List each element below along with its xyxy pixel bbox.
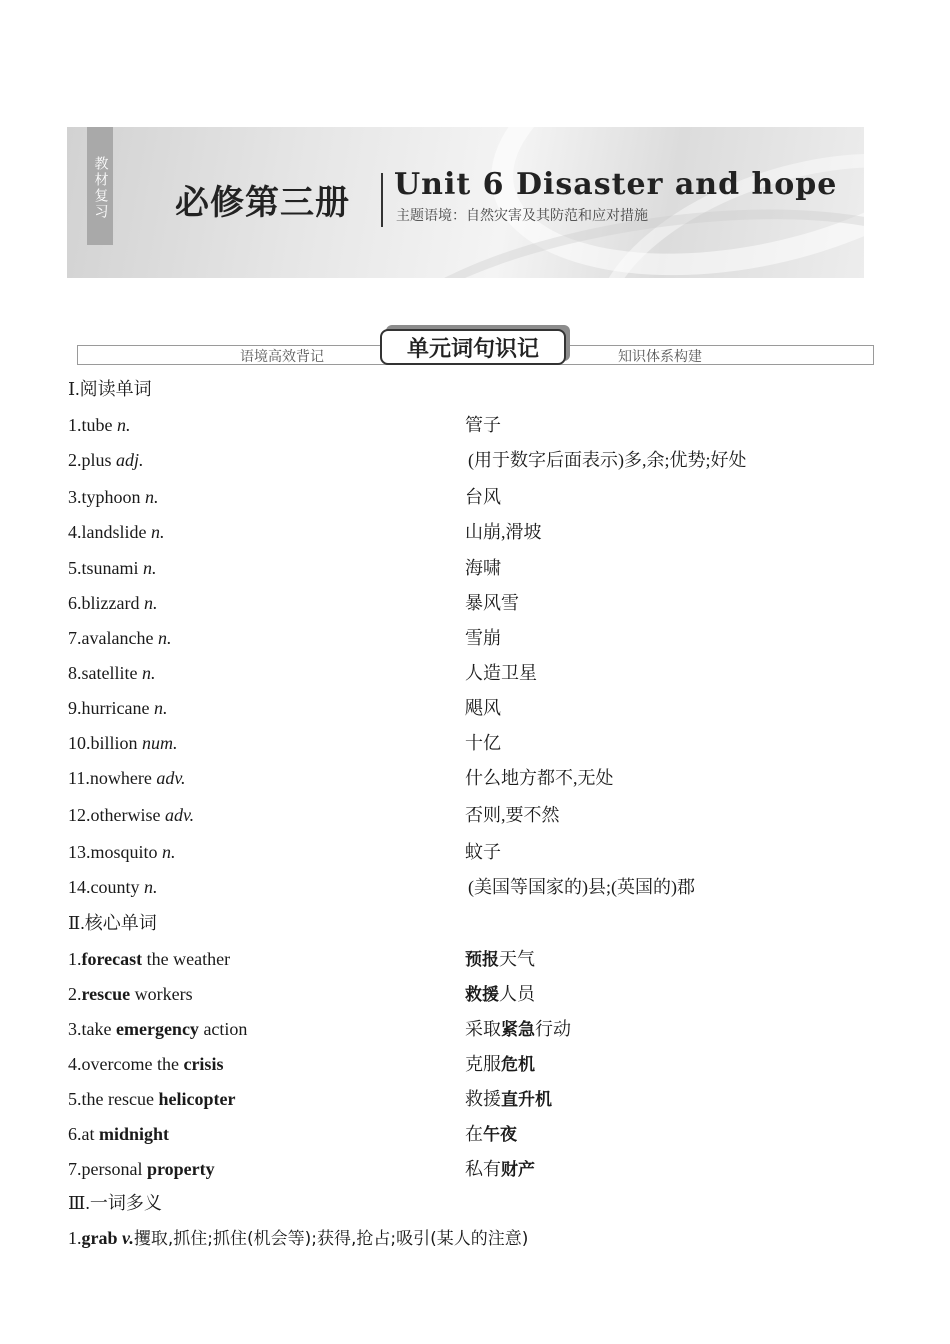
- vocab-headword: tsunami: [81, 558, 143, 578]
- vocab-row: [68, 626, 888, 650]
- part-of-speech: n.: [143, 593, 158, 613]
- phrase-zh-keyword: 直升机: [501, 1090, 552, 1110]
- vocab-row: [68, 661, 888, 685]
- phrase-zh-text: 采取: [465, 1019, 501, 1039]
- vocab-number: 5.: [68, 558, 82, 578]
- phrase-text: action: [198, 1019, 248, 1039]
- phrase-zh-keyword: 紧急: [501, 1020, 535, 1040]
- vocab-row: [68, 413, 888, 437]
- phrase-keyword: crisis: [183, 1054, 224, 1074]
- phrase-zh-text: 人员: [499, 984, 535, 1004]
- phrase-zh-text: 天气: [499, 949, 535, 969]
- vocab-meaning: (美国等国家的)县;(英国的)郡: [468, 877, 695, 897]
- phrase-number: 7.: [68, 1159, 82, 1179]
- vocab-word: [68, 766, 185, 790]
- vocab-meaning: 海啸: [465, 558, 501, 578]
- phrase-row: [68, 1157, 888, 1181]
- vocab-meaning: 人造卫星: [465, 663, 537, 683]
- vocab-headword: typhoon: [81, 487, 146, 507]
- phrase-text: the rescue: [81, 1089, 159, 1109]
- vocab-headword: satellite: [81, 663, 142, 683]
- phrase-zh-text: 在: [465, 1124, 483, 1144]
- vocab-meaning: 否则,要不然: [465, 805, 560, 825]
- phrase-english: [68, 982, 193, 1006]
- phrase-text: personal: [81, 1159, 147, 1179]
- part-of-speech: n.: [144, 877, 158, 897]
- polysemy-number: 1.: [68, 1228, 82, 1248]
- phrase-row: [68, 1052, 888, 1076]
- phrase-text: workers: [130, 984, 193, 1004]
- vocab-headword: landslide: [81, 522, 151, 542]
- vocab-row: [68, 875, 888, 899]
- vocab-row: [68, 520, 888, 544]
- part-of-speech: num.: [142, 733, 178, 753]
- phrase-english: [68, 947, 230, 971]
- vocab-number: 11.: [68, 768, 90, 788]
- phrase-text: take: [81, 1019, 116, 1039]
- vocab-headword: nowhere: [89, 768, 157, 788]
- part-of-speech: n.: [143, 558, 157, 578]
- vocab-word: [68, 485, 159, 509]
- book-title: 必修第三册: [175, 183, 350, 223]
- vocab-meaning: 什么地方都不,无处: [465, 768, 614, 788]
- phrase-row: [68, 1122, 888, 1146]
- part-of-speech: adv.: [164, 805, 195, 825]
- phrase-number: 5.: [68, 1089, 82, 1109]
- vocab-word: [68, 556, 157, 580]
- vocab-word: [68, 626, 171, 650]
- vocab-number: 8.: [68, 663, 82, 683]
- phrase-text: the weather: [142, 949, 231, 969]
- vocab-headword: plus: [81, 450, 117, 470]
- vocab-number: 13.: [68, 842, 91, 862]
- polysemy-meaning: 攫取,抓住;抓住(机会等);获得,抢占;吸引(某人的注意): [133, 1229, 529, 1249]
- vocab-headword: tube: [81, 415, 117, 435]
- phrase-zh-keyword: 救援: [465, 985, 499, 1005]
- phrase-row: [68, 982, 888, 1006]
- phrase-english: [68, 1122, 169, 1146]
- vocab-word: [68, 840, 176, 864]
- vocab-number: 6.: [68, 593, 82, 613]
- vocab-headword: avalanche: [81, 628, 158, 648]
- vocab-meaning: 山崩,滑坡: [465, 522, 542, 542]
- vocab-word: [68, 661, 155, 685]
- vocab-word: [68, 731, 178, 755]
- vocab-meaning: 管子: [465, 415, 501, 435]
- vocab-word: [68, 520, 165, 544]
- vocab-number: 4.: [68, 522, 82, 542]
- vocab-word: [68, 803, 194, 827]
- vocab-row: [68, 803, 888, 827]
- phrase-keyword: emergency: [115, 1019, 199, 1039]
- vocab-meaning: 暴风雪: [465, 593, 519, 613]
- phrase-chinese: [465, 982, 535, 1007]
- vocab-word: [68, 591, 157, 615]
- vocab-number: 10.: [68, 733, 91, 753]
- phrase-zh-keyword: 财产: [501, 1160, 535, 1180]
- vocab-row: [68, 696, 888, 720]
- phrase-keyword: property: [146, 1159, 215, 1179]
- phrase-zh-text: 私有: [465, 1159, 501, 1179]
- part-of-speech: n.: [141, 663, 156, 683]
- vocab-row: [68, 448, 888, 472]
- vocab-number: 12.: [68, 805, 91, 825]
- phrase-number: 3.: [68, 1019, 82, 1039]
- polysemy-heading: Ⅲ.一词多义: [68, 1193, 162, 1213]
- section-bar-right-label: 知识体系构建: [618, 349, 702, 365]
- core-words-heading: Ⅱ.核心单词: [68, 913, 157, 933]
- part-of-speech: v.: [122, 1228, 134, 1248]
- vocab-row: [68, 840, 888, 864]
- phrase-number: 6.: [68, 1124, 82, 1144]
- phrase-zh-keyword: 午夜: [483, 1125, 517, 1145]
- unit-banner: [67, 127, 864, 278]
- vocab-row: [68, 766, 888, 790]
- part-of-speech: n.: [117, 415, 131, 435]
- vocab-headword: blizzard: [81, 593, 144, 613]
- vocab-headword: county: [90, 877, 144, 897]
- unit-title: Unit 6 Disaster and hope: [394, 167, 838, 202]
- vocab-headword: mosquito: [90, 842, 163, 862]
- vocab-row: [68, 591, 888, 615]
- part-of-speech: n.: [145, 487, 159, 507]
- vocab-number: 7.: [68, 628, 82, 648]
- vocab-headword: billion: [90, 733, 143, 753]
- phrase-chinese: [465, 1122, 517, 1147]
- part-of-speech: n.: [153, 698, 168, 718]
- vocab-headword: hurricane: [81, 698, 154, 718]
- phrase-zh-text: 行动: [535, 1019, 571, 1039]
- phrase-chinese: [465, 1157, 535, 1182]
- phrase-number: 4.: [68, 1054, 82, 1074]
- phrase-keyword: helicopter: [158, 1089, 236, 1109]
- vocab-headword: otherwise: [90, 805, 165, 825]
- vocab-row: [68, 556, 888, 580]
- phrase-number: 1.: [68, 949, 82, 969]
- vocab-row: [68, 485, 888, 509]
- phrase-text: at: [81, 1124, 99, 1144]
- phrase-english: [68, 1087, 235, 1111]
- vocab-meaning: 十亿: [465, 733, 501, 753]
- phrase-english: [68, 1017, 247, 1041]
- phrase-zh-text: 救援: [465, 1089, 501, 1109]
- vocab-meaning: 蚊子: [465, 842, 501, 862]
- phrase-number: 2.: [68, 984, 82, 1004]
- part-of-speech: n.: [162, 842, 176, 862]
- phrase-english: [68, 1157, 215, 1181]
- vocab-meaning: (用于数字后面表示)多,余;优势;好处: [468, 450, 747, 470]
- vocab-meaning: 飓风: [465, 698, 501, 718]
- phrase-chinese: [465, 1052, 535, 1077]
- phrase-zh-keyword: 危机: [501, 1055, 535, 1075]
- phrase-keyword: forecast: [81, 949, 143, 969]
- vocab-number: 2.: [68, 450, 82, 470]
- side-tab-label: 教材复习: [87, 127, 113, 245]
- title-divider: [381, 173, 383, 227]
- vocab-number: 14.: [68, 877, 91, 897]
- vocab-row: [68, 731, 888, 755]
- vocab-word: [68, 696, 167, 720]
- part-of-speech: n.: [157, 628, 172, 648]
- vocab-word: [68, 413, 131, 437]
- part-of-speech: adv.: [156, 768, 186, 788]
- phrase-keyword: rescue: [81, 984, 131, 1004]
- phrase-zh-keyword: 预报: [465, 950, 499, 970]
- phrase-zh-text: 克服: [465, 1054, 501, 1074]
- part-of-speech: adj.: [116, 450, 144, 470]
- phrase-row: [68, 1087, 888, 1111]
- phrase-row: [68, 1017, 888, 1041]
- vocab-meaning: 雪崩: [465, 628, 501, 648]
- phrase-english: [68, 1052, 223, 1076]
- unit-subtitle: 主题语境：自然灾害及其防范和应对措施: [396, 208, 648, 224]
- phrase-text: overcome the: [81, 1054, 184, 1074]
- polysemy-row: [68, 1226, 528, 1251]
- phrase-keyword: midnight: [99, 1124, 170, 1144]
- section-bar-left-label: 语境高效背记: [240, 349, 324, 365]
- vocab-number: 9.: [68, 698, 82, 718]
- vocab-word: [68, 875, 158, 899]
- part-of-speech: n.: [151, 522, 165, 542]
- vocab-number: 1.: [68, 415, 82, 435]
- phrase-chinese: [465, 1017, 571, 1042]
- phrase-chinese: [465, 1087, 552, 1112]
- polysemy-word: grab: [81, 1228, 122, 1248]
- phrase-row: [68, 947, 888, 971]
- vocab-meaning: 台风: [465, 487, 501, 507]
- phrase-chinese: [465, 947, 535, 972]
- reading-words-heading: Ⅰ.阅读单词: [68, 379, 152, 399]
- vocab-word: [68, 448, 144, 472]
- section-badge: 单元词句识记: [380, 329, 566, 365]
- vocab-number: 3.: [68, 487, 82, 507]
